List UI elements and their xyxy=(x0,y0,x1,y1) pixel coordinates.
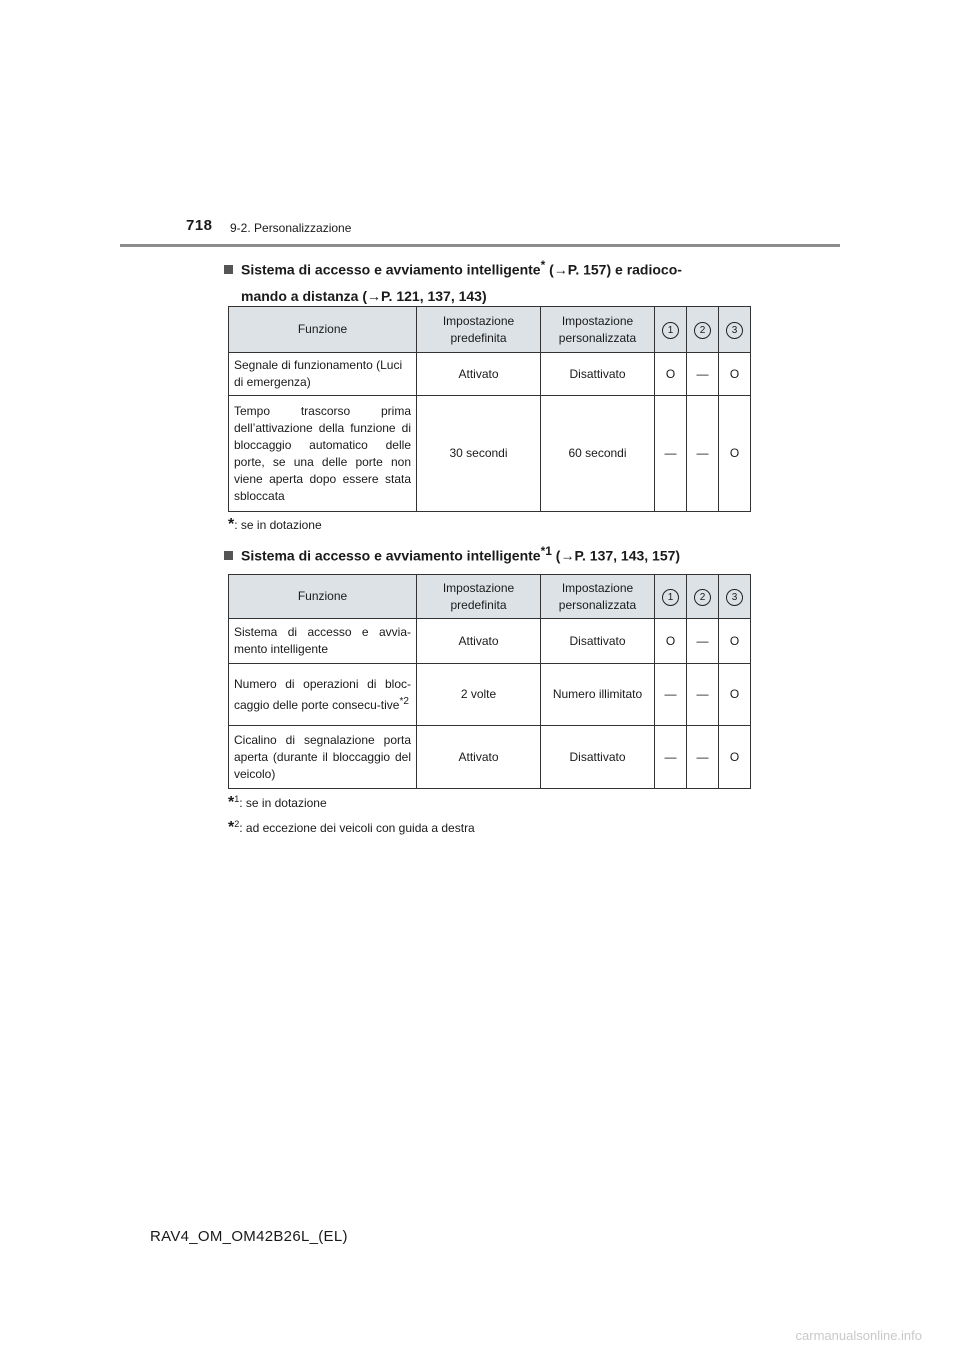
section-label: 9-2. Personalizzazione xyxy=(230,221,352,235)
function-footnote-mark: *2 xyxy=(399,695,409,707)
square-bullet-icon xyxy=(224,265,233,274)
table-row xyxy=(229,664,751,726)
column-header-function: Funzione xyxy=(229,575,417,619)
section2-footnote-2 xyxy=(228,819,475,837)
circled-number-2: 2 xyxy=(694,589,711,606)
mode-cell-3: O xyxy=(719,396,751,512)
custom-cell: Numero illimitato xyxy=(541,664,655,726)
circled-number-2: 2 xyxy=(694,322,711,339)
function-cell: Segnale di funzionamento (Luci di emergenza) xyxy=(229,353,417,396)
column-header-2 xyxy=(687,307,719,353)
mode-cell-3: O xyxy=(719,664,751,726)
column-header-1 xyxy=(655,575,687,619)
mode-cell-1: — xyxy=(655,726,687,789)
column-header-default: Impostazione predefinita xyxy=(417,575,541,619)
section1-heading-line2: mando a distanza (→P. 121, 137, 143) xyxy=(241,287,487,304)
function-text: Numero di operazioni di bloc-caggio delle porte consecu-tive xyxy=(234,676,411,712)
section1-footnote xyxy=(228,516,322,534)
table-row xyxy=(229,619,751,664)
mode-cell-2: — xyxy=(687,353,719,396)
mode-cell-3: O xyxy=(719,619,751,664)
custom-cell: Disattivato xyxy=(541,353,655,396)
default-cell: 30 secondi xyxy=(417,396,541,512)
mode-cell-3: O xyxy=(719,726,751,789)
section1-heading-text-b: (→P. 157) e radioco- xyxy=(545,261,682,278)
footnote-number: 1 xyxy=(234,794,240,804)
section2-heading xyxy=(224,538,764,569)
default-cell: Attivato xyxy=(417,353,541,396)
mode-cell-2: — xyxy=(687,664,719,726)
footnote-mark: * xyxy=(228,794,235,811)
section2-table xyxy=(228,574,751,789)
column-header-default: Impostazione predefinita xyxy=(417,307,541,353)
default-cell: 2 volte xyxy=(417,664,541,726)
section2-heading-text-a: Sistema di accesso e avviamento intelligente xyxy=(241,547,541,564)
table-header-row xyxy=(229,307,751,353)
header-rule xyxy=(120,244,840,247)
mode-cell-3: O xyxy=(719,353,751,396)
mode-cell-1: O xyxy=(655,353,687,396)
custom-cell: 60 secondi xyxy=(541,396,655,512)
mode-cell-2: — xyxy=(687,726,719,789)
function-cell: Cicalino di segnalazione porta aperta (durante il bloccaggio del veicolo) xyxy=(229,726,417,789)
section1-table xyxy=(228,306,751,512)
footnote-mark: * xyxy=(228,819,235,836)
column-header-2 xyxy=(687,575,719,619)
table-row xyxy=(229,396,751,512)
custom-cell: Disattivato xyxy=(541,726,655,789)
column-header-3 xyxy=(719,575,751,619)
column-header-custom: Impostazione personalizzata xyxy=(541,575,655,619)
watermark: carmanualsonline.info xyxy=(795,1328,922,1343)
custom-cell: Disattivato xyxy=(541,619,655,664)
section1-heading xyxy=(224,252,764,309)
footnote-text: : ad eccezione dei veicoli con guida a destra xyxy=(239,821,475,835)
table-row xyxy=(229,353,751,396)
function-cell: Tempo trascorso prima dell’attivazione della funzione di bloccaggio automatico delle porte, se una delle porte non viene aperta dopo essere stata sbloccata xyxy=(229,396,417,512)
footnote-mark: * xyxy=(228,516,235,533)
table-header-row xyxy=(229,575,751,619)
footnote-text: : se in dotazione xyxy=(234,518,322,532)
section2-footnote-1 xyxy=(228,794,327,812)
table-row xyxy=(229,726,751,789)
section2-heading-mark: *1 xyxy=(540,544,552,558)
column-header-1 xyxy=(655,307,687,353)
section2-heading-text-b: (→P. 137, 143, 157) xyxy=(551,547,681,564)
column-header-custom: Impostazione personalizzata xyxy=(541,307,655,353)
circled-number-3: 3 xyxy=(726,589,743,606)
document-code: RAV4_OM_OM42B26L_(EL) xyxy=(150,1228,348,1245)
mode-cell-2: — xyxy=(687,619,719,664)
square-bullet-icon xyxy=(224,551,233,560)
default-cell: Attivato xyxy=(417,619,541,664)
circled-number-3: 3 xyxy=(726,322,743,339)
function-cell xyxy=(229,664,417,726)
section1-heading-mark: * xyxy=(540,258,546,272)
footnote-text: : se in dotazione xyxy=(239,796,327,810)
page-number: 718 xyxy=(186,217,213,234)
mode-cell-1: O xyxy=(655,619,687,664)
function-cell: Sistema di accesso e avvia-mento intelligente xyxy=(229,619,417,664)
column-header-function: Funzione xyxy=(229,307,417,353)
footnote-number: 2 xyxy=(234,819,240,829)
default-cell: Attivato xyxy=(417,726,541,789)
circled-number-1: 1 xyxy=(662,322,679,339)
mode-cell-1: — xyxy=(655,396,687,512)
column-header-3 xyxy=(719,307,751,353)
circled-number-1: 1 xyxy=(662,589,679,606)
section1-heading-text-a: Sistema di accesso e avviamento intelligente xyxy=(241,261,541,278)
mode-cell-1: — xyxy=(655,664,687,726)
mode-cell-2: — xyxy=(687,396,719,512)
